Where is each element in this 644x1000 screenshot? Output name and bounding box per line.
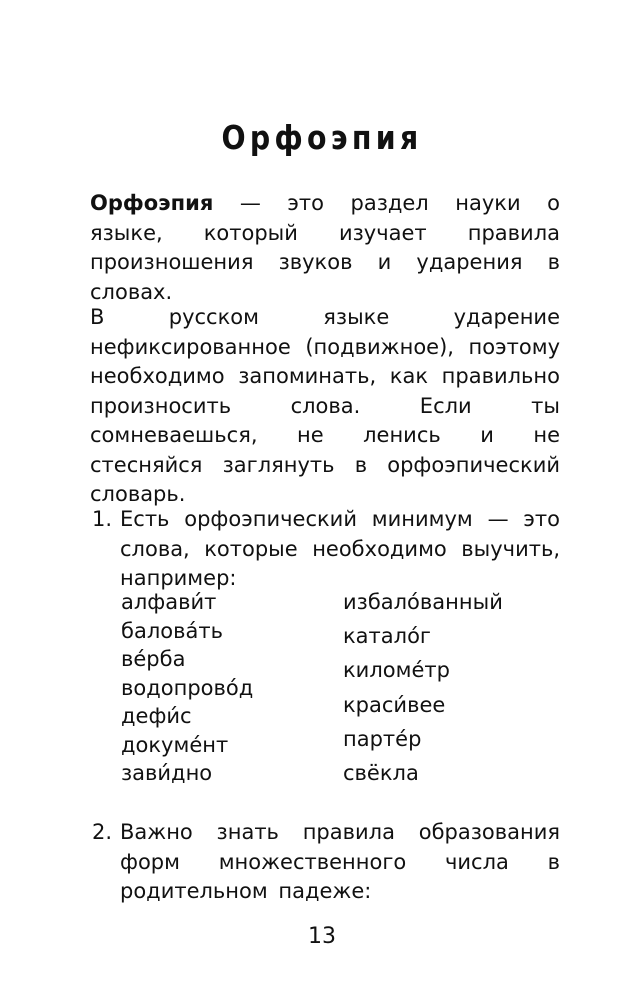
list-text: Важно знать правила образования форм множественного числа в родительном падеже: (120, 820, 560, 903)
stress-paragraph: В русском языке ударение нефиксированное (подвижное), поэтому необходимо запоминать, как правильно произносить слова. Если ты сомневаешься, не ленись и не стесняйся заглянуть в орфоэпический словарь. (90, 305, 560, 506)
page-number: 13 (308, 924, 336, 949)
definition-paragraph (90, 189, 560, 307)
list-number: 1. (92, 507, 113, 531)
book-page: Орфоэпия Орфоэпия — это раздел науки о языке, который изучает правила произношения звуков и ударения в словах. В русском языке ударение нефиксированное (подвижное), поэтому необходимо запоминать, как правильно произносить слова. Если ты сомневаешься, не ленись и не стесняйся заглянуть в орфоэпический словарь. 1. Есть орфоэпический минимум — это слова, которые необходимо выучить, например: алфави́т балова́ть ве́рба водопрово́д дефи́с докуме́нт зави́дно избало́ванный катало́г киломе́тр краси́вее парте́р свёкла 2. Важно знать правила образования форм множественного числа в родительном падеже: 13 (0, 0, 644, 1000)
term-bold: Орфоэпия (90, 191, 214, 215)
list-number: 2. (92, 820, 113, 844)
list-text: Есть орфоэпический минимум — это слова, которые необходимо выучить, например: (120, 507, 560, 590)
page-title: Орфоэпия (221, 118, 423, 157)
definition-text: — это раздел науки о языке, который изучает правила произношения звуков и ударения в словах. (90, 191, 560, 304)
